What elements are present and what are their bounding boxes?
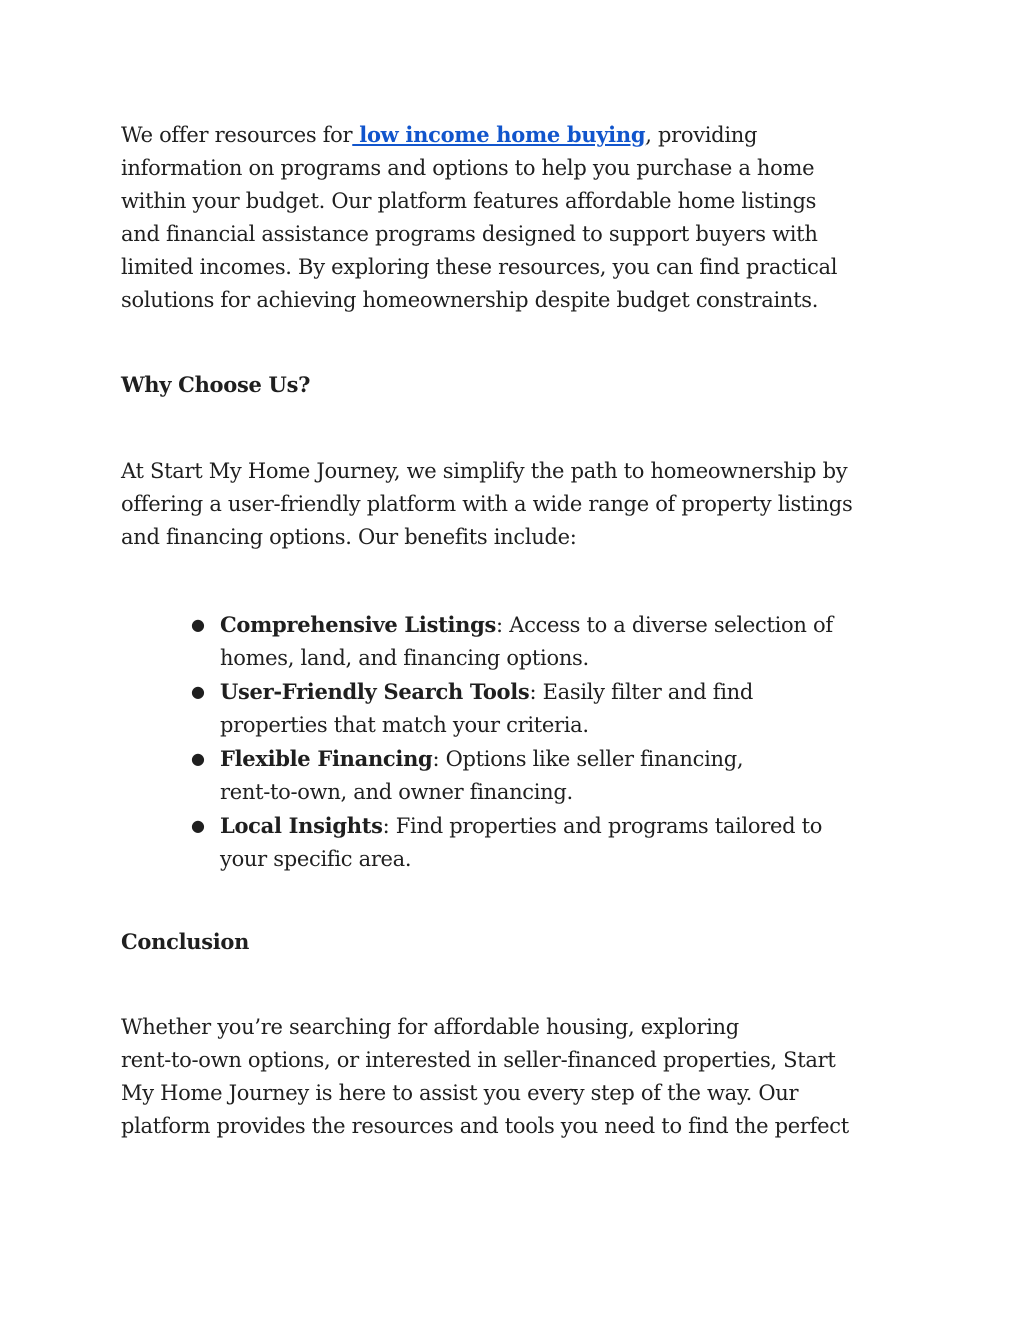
intro-text-start: We offer resources for [121, 123, 353, 147]
intro-line: solutions for achieving homeownership despite budget constraints. [121, 288, 819, 312]
document-page [121, 118, 921, 1138]
why-line: and financing options. Our benefits include: [121, 525, 577, 549]
why-line: At Start My Home Journey, we simplify the path to homeownership by [121, 459, 848, 483]
benefit-text: : Find properties and programs tailored to [382, 814, 823, 838]
benefit-title: Comprehensive Listings [220, 612, 497, 637]
conclusion-paragraph [121, 1011, 921, 1143]
benefit-item-search-tools [121, 675, 921, 742]
bullet-icon: ● [191, 615, 205, 634]
benefit-text-cont: properties that match your criteria. [220, 713, 589, 737]
benefit-text-cont: homes, land, and financing options. [220, 646, 589, 670]
bullet-icon: ● [191, 816, 205, 835]
conclusion-heading: Conclusion [121, 929, 250, 954]
benefit-title: Flexible Financing [220, 746, 433, 771]
benefit-text: : Easily filter and find [529, 680, 754, 704]
bullet-icon: ● [191, 682, 205, 701]
conclusion-line: Whether you’re searching for affordable housing, exploring [121, 1015, 739, 1039]
intro-line: within your budget. Our platform features affordable home listings [121, 189, 817, 213]
why-choose-us-heading: Why Choose Us? [121, 372, 311, 397]
intro-line: and financial assistance programs designed to support buyers with [121, 222, 818, 246]
benefit-title: User-Friendly Search Tools [220, 679, 530, 704]
benefit-text: : Options like seller financing, [432, 747, 744, 771]
benefit-item-local-insights [121, 809, 921, 876]
benefit-item-comprehensive-listings [121, 608, 921, 675]
bullet-icon: ● [191, 749, 205, 768]
benefits-list [121, 608, 921, 876]
intro-paragraph [121, 118, 921, 317]
low-income-home-buying-link[interactable]: low income home buying [352, 122, 646, 147]
intro-line: limited incomes. By exploring these resources, you can find practical [121, 255, 838, 279]
conclusion-line: platform provides the resources and tools you need to find the perfect [121, 1114, 849, 1138]
benefit-title: Local Insights [220, 813, 383, 838]
benefit-text: : Access to a diverse selection of [496, 613, 833, 637]
benefit-text-cont: your specific area. [220, 847, 412, 871]
conclusion-line: rent-to-own options, or interested in seller-financed properties, Start [121, 1048, 836, 1072]
why-line: offering a user-friendly platform with a wide range of property listings [121, 492, 853, 516]
why-paragraph [121, 455, 921, 554]
conclusion-line: My Home Journey is here to assist you every step of the way. Our [121, 1081, 799, 1105]
intro-line: information on programs and options to help you purchase a home [121, 156, 815, 180]
benefit-item-flexible-financing [121, 742, 921, 809]
benefit-text-cont: rent-to-own, and owner financing. [220, 780, 573, 804]
intro-text-after-link: , providing [645, 123, 758, 147]
